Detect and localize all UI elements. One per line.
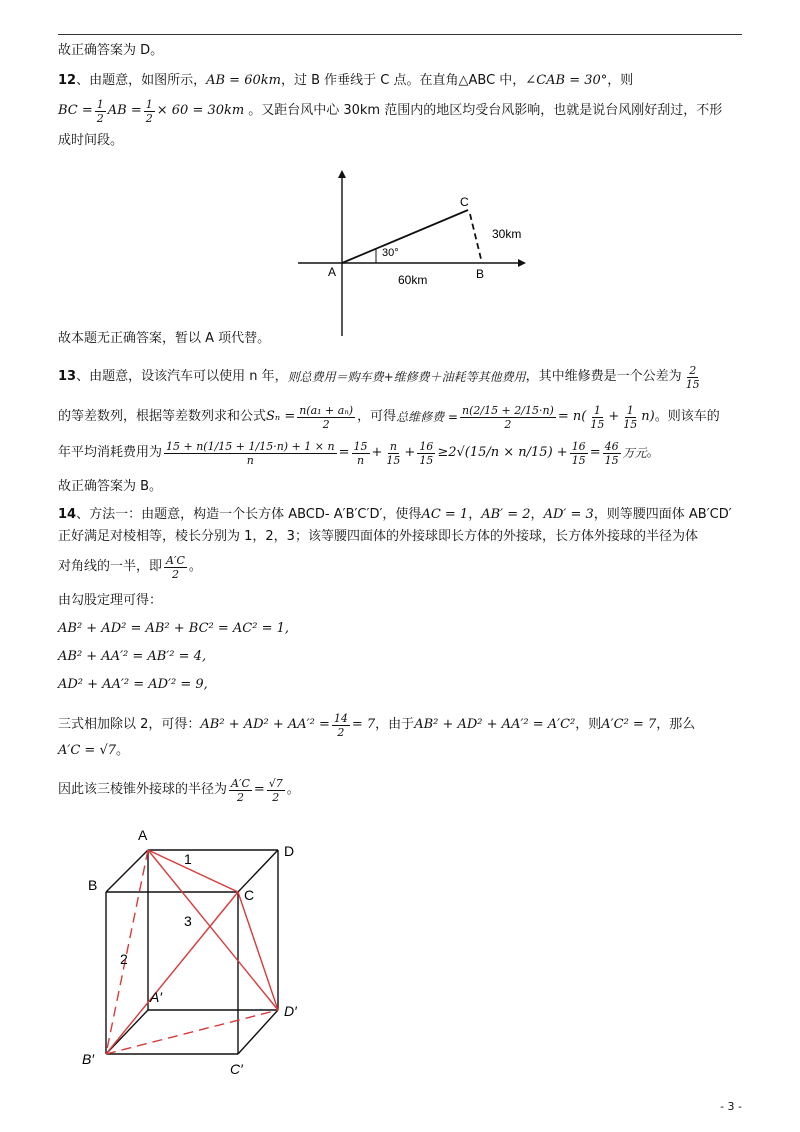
equation-2: AB² + AA′² = AB′² = 4, — [58, 649, 207, 664]
fraction-half-2: $\frac{1}{2}$ — [145, 97, 153, 125]
edge-a-b — [106, 850, 148, 892]
red-b1-d1 — [106, 1010, 278, 1054]
vertex-c1: C′ — [230, 1061, 243, 1077]
equation-3: AD² + AA′² = AD′² = 9, — [58, 677, 208, 692]
edge-label-2: 2 — [120, 951, 128, 967]
sum-line: 三式相加除以 2，可得： AB² + AD² + AA′² = $\frac{14}{2}$ = 7 ，由于 AB² + AD² + AA′² = A′C² ，则 A′C² = 7 ，那么 — [58, 711, 696, 739]
label-a: A — [328, 265, 337, 279]
q12-line3: 成时间段。 — [58, 133, 124, 148]
bc-length: 30km — [492, 227, 522, 241]
answer-d: 故正确答案为 D。 — [58, 43, 164, 58]
segment-cb — [470, 214, 482, 263]
vertex-d1: D′ — [284, 1003, 297, 1019]
y-axis-arrow — [338, 170, 346, 178]
fraction-average: $\frac{15 + n(1/15 + 1/15\cdot n) + 1 \times n}{n}$ — [166, 439, 335, 467]
vertex-a: A — [138, 827, 148, 843]
fraction-ac-2: $\frac{A'C}{2}$ — [166, 553, 185, 581]
fraction-maintenance: $\frac{n(2/15 + 2/15\cdot n)}{2}$ — [461, 403, 554, 431]
q13-number: 13 — [58, 369, 77, 384]
red-a-d1 — [148, 850, 278, 1010]
red-b1-c — [106, 892, 238, 1054]
q12-number: 12 — [58, 73, 77, 88]
q14-number: 14 — [58, 507, 77, 522]
edge-label-3: 3 — [184, 913, 192, 929]
edge-a1-b1 — [106, 1010, 148, 1054]
q12-line2: BC = $\frac{1}{2}$ AB = $\frac{1}{2}$ × 60 = 30km 。又距台风中心 30km 范围内的地区均受台风影响，也就是说台风刚好刮过，不形 — [58, 97, 723, 125]
angle-label: 30° — [382, 247, 399, 259]
vertex-b: B — [88, 877, 98, 893]
edge-d-c — [238, 850, 278, 892]
pythagoras-note: 由勾股定理可得： — [58, 593, 163, 608]
q13-line1: 13 、由题意，设该汽车可以使用 n 年， 则总费用＝购车费+维修费＋油耗等其他费用 ，其中维修费是一个公差为 $\frac{2}{15}$ — [58, 363, 700, 391]
segment-ac — [342, 210, 468, 263]
label-c: C — [460, 195, 469, 209]
figure-cuboid — [80, 822, 320, 1084]
result-line: A′C = √7。 — [58, 743, 130, 758]
x-axis-arrow — [518, 259, 526, 267]
fraction-half: $\frac{1}{2}$ — [96, 97, 104, 125]
edge-label-1: 1 — [184, 851, 192, 867]
q14-line3: 对角线的一半，即 $\frac{A'C}{2}$ 。 — [58, 553, 202, 581]
page-number: - 3 - — [720, 1100, 742, 1113]
q12-line1: 12、由题意，如图所示，AB = 60km，过 B 作垂线于 C 点。在直角△ABC 中，∠CAB = 30°，则 — [58, 73, 634, 88]
vertex-c: C — [244, 887, 255, 903]
header-rule — [58, 34, 742, 35]
red-c-d1 — [238, 892, 278, 1010]
vertex-b1: B′ — [82, 1051, 94, 1067]
radius-line: 因此该三棱锥外接球的半径为 $\frac{A'C}{2}$ = $\frac{√7}{2}$ 。 — [58, 776, 300, 804]
answer-b: 故正确答案为 B。 — [58, 479, 163, 494]
red-a-c — [148, 850, 238, 892]
edge-d1-c1 — [238, 1010, 278, 1054]
fraction-2-15: $\frac{2}{15}$ — [685, 363, 700, 391]
ab-length: 60km — [398, 273, 428, 287]
fraction-sn: $\frac{\text{n(a₁ + aₙ)}}{2}$ — [299, 403, 354, 431]
figure-triangle — [290, 168, 530, 340]
q13-line2: 的等差数列，根据等差数列求和公式 Sₙ = $\frac{\text{n(a₁ + aₙ)}}{2}$ ，可得 总维修费 = $\frac{n(2/15 + 2/15\cdot n)}{2}$ = n( $\frac{1}{15}$ + $\frac{1}{15}$ n) 。则该车的 — [58, 403, 720, 431]
q13-line3: 年平均消耗费用为 $\frac{15 + n(1/15 + 1/15\cdot n) + 1 \times n}{n}$ = $\frac{15}{n}$ + $\frac{n}{15}$ + $\frac{16}{15}$ ≥2√(15/n × n/15) + $\frac{16}{15}$ = $\frac{46}{15}$ 万元 。 — [58, 439, 660, 467]
no-answer-note: 故本题无正确答案，暂以 A 项代替。 — [58, 331, 271, 346]
vertex-d: D — [284, 843, 295, 859]
vertex-a1: A′ — [150, 989, 162, 1005]
q14-line1: 14、方法一：由题意，构造一个长方体 ABCD- A′B′C′D′，使得AC = 1，AB′ = 2，AD′ = 3，则等腰四面体 AB′CD′ — [58, 507, 732, 522]
equation-1: AB² + AD² = AB² + BC² = AC² = 1, — [58, 621, 290, 636]
q14-line2: 正好满足对棱相等，棱长分别为 1，2，3；该等腰四面体的外接球即长方体的外接球，长方体外接球的半径为体 — [58, 529, 698, 544]
label-b: B — [476, 267, 485, 281]
